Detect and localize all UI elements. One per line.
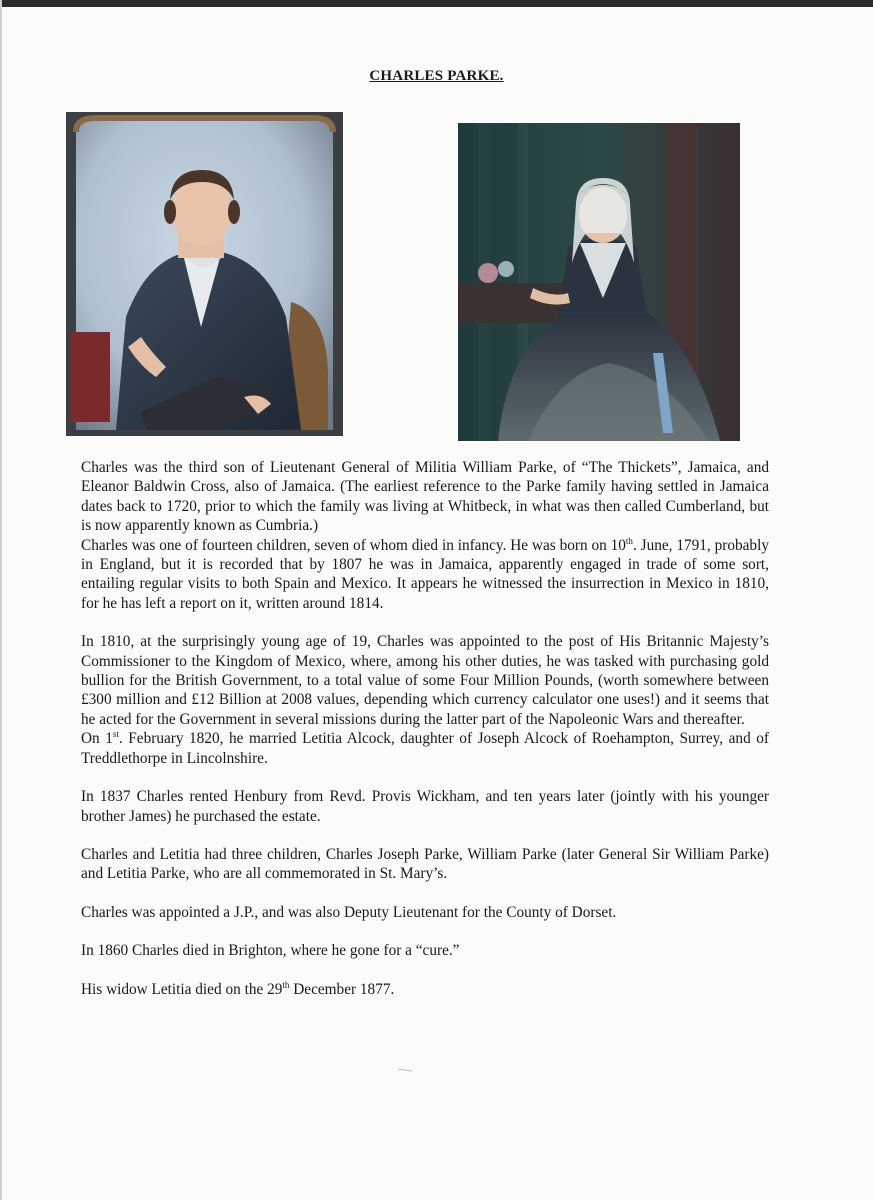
text-span: Charles was one of fourteen children, seven of whom died in infancy. He was born on 10 <box>81 536 626 554</box>
paragraph-children: Charles and Letitia had three children, Charles Joseph Parke, William Parke (later General Sir William Parke) and Letitia Parke, who are all commemorated in St. Mary’s. <box>81 845 769 883</box>
paragraph-appointment: Charles was appointed a J.P., and was also Deputy Lieutenant for the County of Dorset. <box>81 903 617 921</box>
scan-left-edge <box>0 0 2 1200</box>
paragraph-marriage <box>81 729 769 768</box>
text-span: On 1 <box>81 730 113 748</box>
paragraph-widow <box>81 980 769 999</box>
text-span: His widow Letitia died on the 29 <box>81 980 283 998</box>
page-title: CHARLES PARKE. <box>369 68 504 84</box>
superscript: st <box>112 729 119 740</box>
paragraph-henbury: In 1837 Charles rented Henbury from Revd. Provis Wickham, and ten years later (jointly with his younger brother James) he purchased the estate. <box>81 788 769 825</box>
superscript: th <box>282 979 290 990</box>
text-span: December 1877. <box>289 980 395 998</box>
text-span: . June, 1791, probably in England, but it is recorded that by 1807 he was in Jamaica, apparently engaged in trade of some sort, entailing regular visits to both Spain and Mexico. It appears he witnessed the insurrection in Mexico in 1810, for he has left a report on it, written around 1814. <box>81 536 769 612</box>
text-span: . February 1820, he married Letitia Alcock, daughter of Joseph Alcock of Roehampton, Surrey, and of Treddlethorpe in Lincolnshire. <box>81 730 769 767</box>
scan-top-edge <box>0 0 873 7</box>
paragraph-commissioner: In 1810, at the surprisingly young age of 19, Charles was appointed to the post of His Britannic Majesty’s Commissioner to the Kingdom of Mexico, where, among his other duties, he was tasked with purchasing gold bullion for the British Government, to a total value of some Four Million Pounds, (worth somewhere between £300 million and £12 Billion at 2008 values, depending which currency calculator one uses!) and it seems that he acted for the Government in several missions during the latter part of the Napoleonic Wars and thereafter. <box>81 633 769 728</box>
paragraph-birth <box>81 536 769 614</box>
scan-speck <box>398 1068 414 1072</box>
paragraph-death: In 1860 Charles died in Brighton, where he gone for a “cure.” <box>81 942 460 960</box>
charles-parke-portrait <box>66 112 343 436</box>
superscript: th <box>625 535 633 546</box>
letitia-parke-portrait <box>458 123 740 441</box>
biography-text <box>81 458 769 999</box>
paragraph-family: Charles was the third son of Lieutenant General of Militia William Parke, of “The Thickets”, Jamaica, and Eleanor Baldwin Cross, also of Jamaica. (The earliest reference to the Parke family having settled in Jamaica dates back to 1720, prior to which the family was living at Whitbeck, in what was then called Cumberland, but is now apparently known as Cumbria.) <box>81 459 769 535</box>
